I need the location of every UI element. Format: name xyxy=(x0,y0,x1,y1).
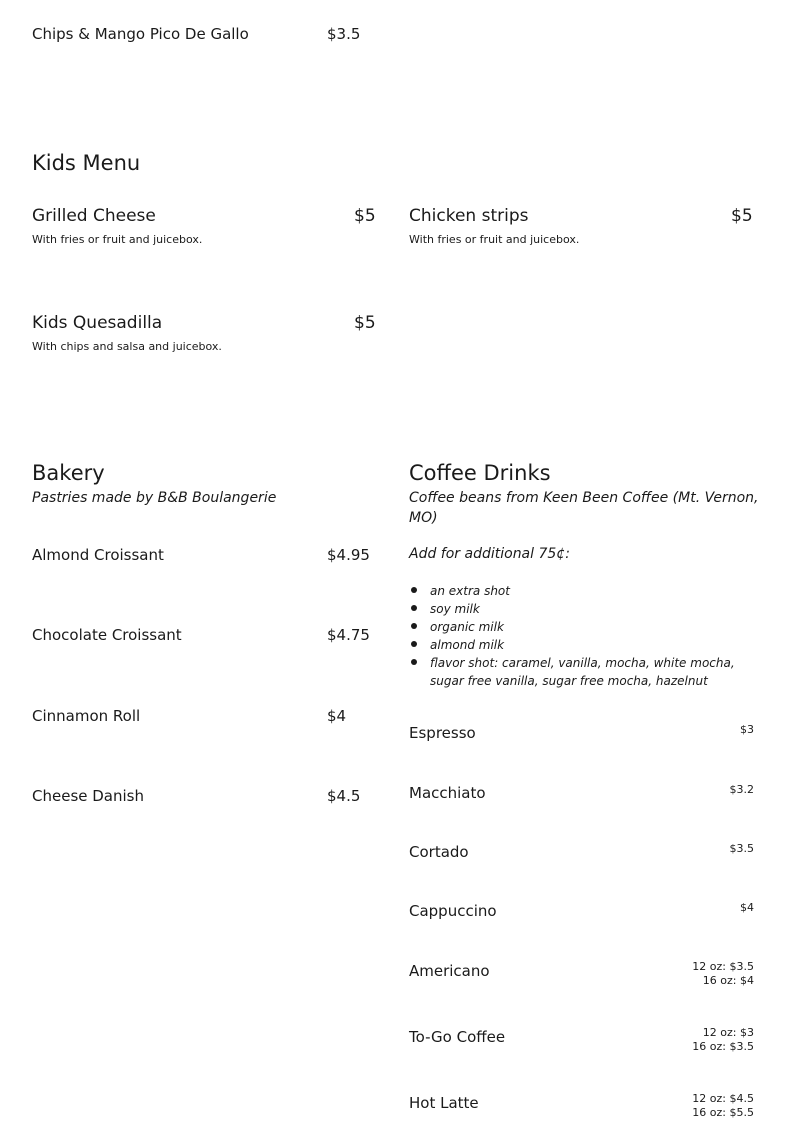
bakery-item-price: $4.75 xyxy=(327,626,370,644)
kids-item-name: Grilled Cheese xyxy=(32,206,156,226)
kids-item-name: Kids Quesadilla xyxy=(32,313,163,333)
coffee-item-name: Espresso xyxy=(409,724,476,742)
addon-item: flavor shot: caramel, vanilla, mocha, white mocha, sugar free vanilla, sugar free mocha, hazelnut xyxy=(409,654,754,690)
menu-item-name: Chips & Mango Pico De Gallo xyxy=(32,25,249,43)
kids-item-description: With fries or fruit and juicebox. xyxy=(409,233,580,246)
section-title-coffee-drinks: Coffee Drinks xyxy=(409,461,551,485)
kids-item-name: Chicken strips xyxy=(409,206,529,226)
bakery-item-price: $4 xyxy=(327,707,347,725)
kids-item-description: With chips and salsa and juicebox. xyxy=(32,340,222,353)
coffee-item-price: $4 xyxy=(740,901,754,914)
addon-item: almond milk xyxy=(409,636,754,654)
section-title-kids-menu: Kids Menu xyxy=(32,151,141,175)
coffee-item-price: $3.5 xyxy=(729,842,754,855)
section-subtitle-coffee: Coffee beans from Keen Been Coffee (Mt. Vernon, xyxy=(409,490,759,506)
bakery-item-name: Almond Croissant xyxy=(32,546,164,564)
kids-item-price: $5 xyxy=(354,206,376,226)
kids-item-price: $5 xyxy=(354,313,376,333)
coffee-item-price-12oz: 12 oz: $4.5 xyxy=(692,1092,754,1105)
coffee-item-price: $3.2 xyxy=(729,783,754,796)
addons-title: Add for additional 75¢: xyxy=(409,546,570,562)
coffee-item-price: $3 xyxy=(740,723,754,736)
coffee-item-price-16oz: 16 oz: $4 xyxy=(702,974,754,987)
coffee-item-price-12oz: 12 oz: $3.5 xyxy=(692,960,754,973)
addons-list xyxy=(409,582,754,690)
bakery-item-name: Cinnamon Roll xyxy=(32,707,141,725)
bakery-item-name: Chocolate Croissant xyxy=(32,626,182,644)
coffee-item-name: To-Go Coffee xyxy=(409,1028,506,1046)
coffee-item-name: Hot Latte xyxy=(409,1094,479,1112)
menu-item-price: $3.5 xyxy=(327,25,361,43)
coffee-item-name: Americano xyxy=(409,962,490,980)
coffee-item-name: Cortado xyxy=(409,843,469,861)
coffee-item-name: Cappuccino xyxy=(409,902,497,920)
coffee-item-name: Macchiato xyxy=(409,784,486,802)
coffee-item-price-16oz: 16 oz: $5.5 xyxy=(692,1106,754,1119)
kids-item-description: With fries or fruit and juicebox. xyxy=(32,233,203,246)
coffee-item-price-12oz: 12 oz: $3 xyxy=(702,1026,754,1039)
bakery-item-price: $4.95 xyxy=(327,546,370,564)
section-subtitle-coffee-cont: MO) xyxy=(409,510,438,526)
section-title-bakery: Bakery xyxy=(32,461,105,485)
addon-item: soy milk xyxy=(409,600,754,618)
bakery-item-name: Cheese Danish xyxy=(32,787,144,805)
section-subtitle-bakery: Pastries made by B&B Boulangerie xyxy=(32,490,277,506)
coffee-item-price-16oz: 16 oz: $3.5 xyxy=(692,1040,754,1053)
bakery-item-price: $4.5 xyxy=(327,787,361,805)
kids-item-price: $5 xyxy=(731,206,753,226)
addon-item: organic milk xyxy=(409,618,754,636)
addon-item: an extra shot xyxy=(409,582,754,600)
